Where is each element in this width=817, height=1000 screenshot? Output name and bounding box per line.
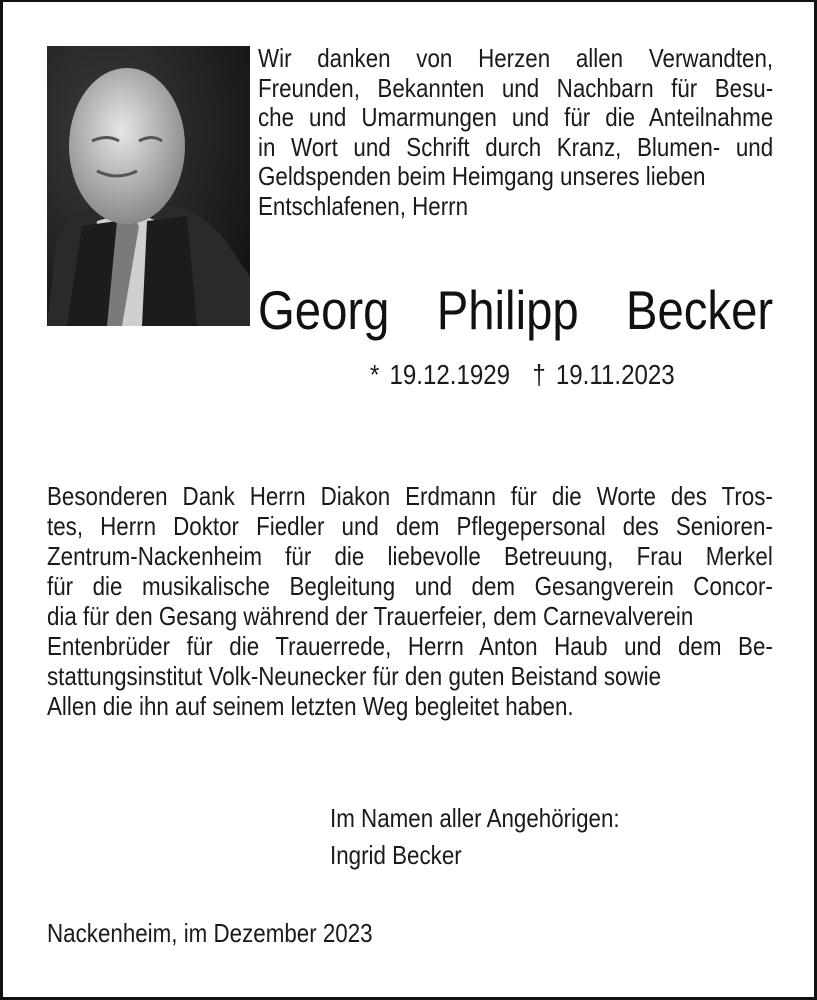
signature-name: Ingrid Becker — [330, 840, 462, 870]
thanks-paragraph — [47, 481, 773, 721]
intro-line: Freunden, Bekannten und Nachbarn für Besu- — [258, 72, 774, 103]
intro-paragraph — [258, 44, 773, 222]
intro-line: Entschlafenen, Herrn — [258, 190, 469, 221]
intro-line: Geldspenden beim Heimgang unseres lieben — [258, 161, 706, 192]
thanks-line: Besonderen Dank Herrn Diakon Erdmann für die Worte des Tros- — [47, 481, 773, 511]
intro-line: Wir danken von Herzen allen Verwandten, — [258, 43, 774, 73]
life-dates — [370, 359, 675, 391]
thanks-line: tes, Herrn Doktor Fiedler und dem Pflegepersonal des Senioren- — [47, 511, 773, 541]
intro-line: in Wort und Schrift durch Kranz, Blumen- und — [258, 131, 774, 162]
thanks-line: Zentrum-Nackenheim für die liebevolle Betreuung, Frau Merkel — [47, 541, 773, 571]
thanks-line: für die musikalische Begleitung und dem Gesangverein Concor- — [47, 571, 773, 601]
deceased-name: Georg Philipp Becker — [258, 279, 774, 341]
birth-date: * 19.12.1929 — [370, 359, 511, 390]
thanks-line: Allen die ihn auf seinem letzten Weg begleitet haben. — [47, 691, 574, 721]
portrait-image — [47, 46, 250, 326]
place-date: Nackenheim, im Dezember 2023 — [47, 918, 373, 948]
signature-intro: Im Namen aller Angehörigen: — [330, 803, 620, 833]
portrait-photo — [47, 46, 250, 326]
thanks-line: dia für den Gesang während der Trauerfeier, dem Carnevalverein — [47, 601, 694, 631]
thanks-line: stattungsinstitut Volk-Neunecker für den guten Beistand sowie — [47, 661, 662, 691]
death-date: † 19.11.2023 — [532, 359, 675, 390]
intro-line: che und Umarmungen und für die Anteilnahme — [258, 102, 774, 133]
thanks-line: Entenbrüder für die Trauerrede, Herrn Anton Haub und dem Be- — [47, 631, 773, 661]
